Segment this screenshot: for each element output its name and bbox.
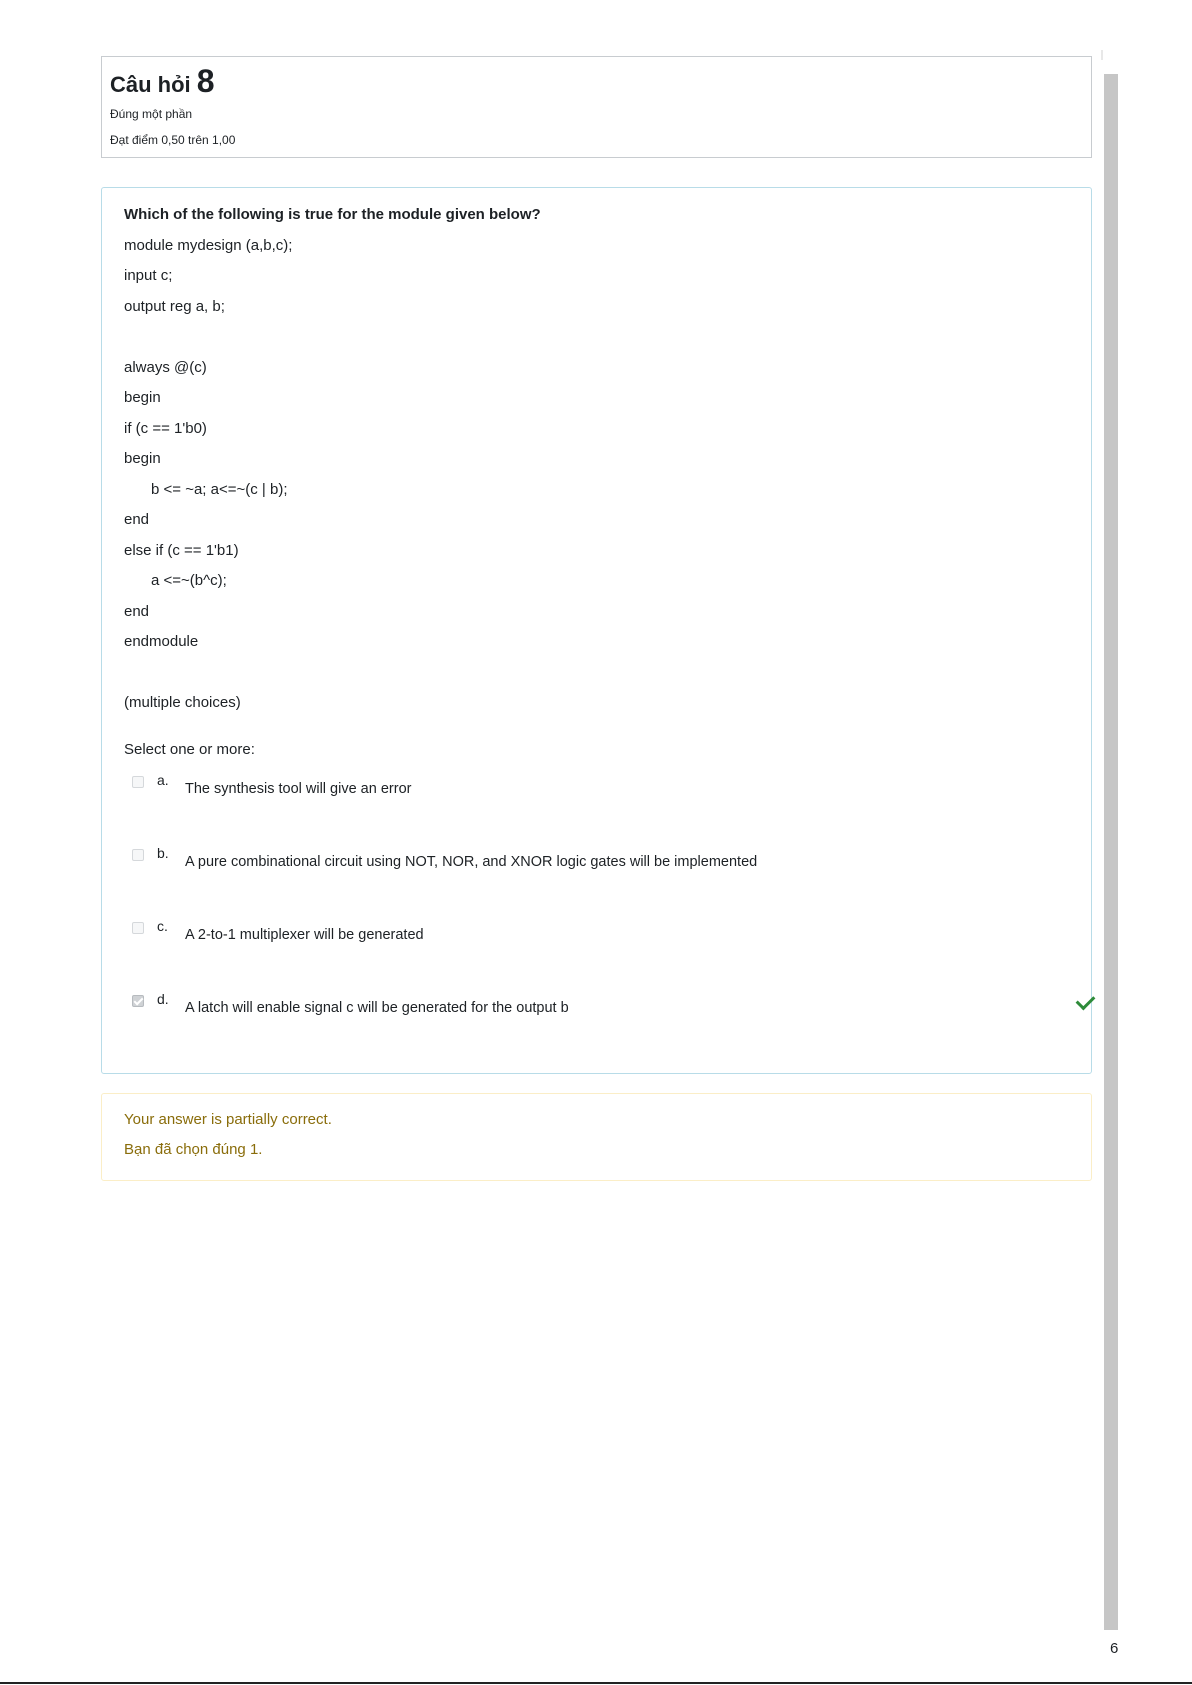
answer-prompt: Select one or more:: [124, 741, 255, 758]
answer-letter: b.: [157, 845, 169, 861]
code-line: module mydesign (a,b,c);: [124, 236, 293, 254]
question-info: [101, 56, 1092, 158]
answer-text[interactable]: A pure combinational circuit using NOT, NOR, and XNOR logic gates will be implemented: [185, 854, 758, 870]
question-heading: Which of the following is true for the module given below?: [124, 206, 541, 223]
feedback-box: [101, 1093, 1092, 1181]
code-line: input c;: [124, 267, 173, 284]
scrollbar[interactable]: [1104, 74, 1118, 1630]
feedback-partially-correct: Your answer is partially correct.: [124, 1111, 332, 1128]
question-formulation: [101, 187, 1092, 1074]
answer-text[interactable]: A 2-to-1 multiplexer will be generated: [185, 927, 424, 943]
code-line: end: [124, 511, 150, 528]
code-line: [124, 658, 1064, 689]
answer-checkbox-d[interactable]: [132, 995, 144, 1007]
answer-checkbox-a[interactable]: [132, 776, 144, 788]
code-line: b <= ~a; a<=~(c | b);: [151, 480, 288, 498]
code-line: a <=~(b^c);: [151, 572, 227, 589]
feedback-correct-count: Bạn đã chọn đúng 1.: [124, 1141, 263, 1158]
answer-letter: a.: [157, 772, 169, 788]
checkmark-icon: [1076, 991, 1096, 1011]
answer-letter: d.: [157, 991, 169, 1007]
code-line: output reg a, b;: [124, 297, 225, 315]
code-line: always @(c): [124, 358, 207, 376]
question-number: 8: [196, 63, 215, 99]
code-line: begin: [124, 450, 161, 467]
question-text: [124, 200, 1064, 719]
question-grade: Đạt điểm 0,50 trên 1,00: [110, 133, 236, 147]
answer-letter: c.: [157, 918, 168, 934]
code-line: if (c == 1'b0): [124, 419, 207, 437]
multiple-choices-note: (multiple choices): [124, 694, 241, 711]
question-title-prefix: Câu hỏi: [110, 72, 191, 97]
question-title: [110, 65, 1083, 101]
code-line: [124, 322, 1064, 353]
code-line: else if (c == 1'b1): [124, 541, 239, 559]
code-line: begin: [124, 389, 161, 406]
answer-text[interactable]: A latch will enable signal c will be generated for the output b: [185, 1000, 569, 1016]
code-line: endmodule: [124, 633, 199, 650]
page-bottom-divider: [0, 1682, 1192, 1684]
page-number: 6: [1110, 1640, 1119, 1657]
code-line: end: [124, 602, 150, 620]
answer-text[interactable]: The synthesis tool will give an error: [185, 781, 412, 797]
scrollbar-edge: [1101, 50, 1103, 60]
question-status: Đúng một phần: [110, 107, 193, 121]
answer-checkbox-b[interactable]: [132, 849, 144, 861]
answer-checkbox-c[interactable]: [132, 922, 144, 934]
